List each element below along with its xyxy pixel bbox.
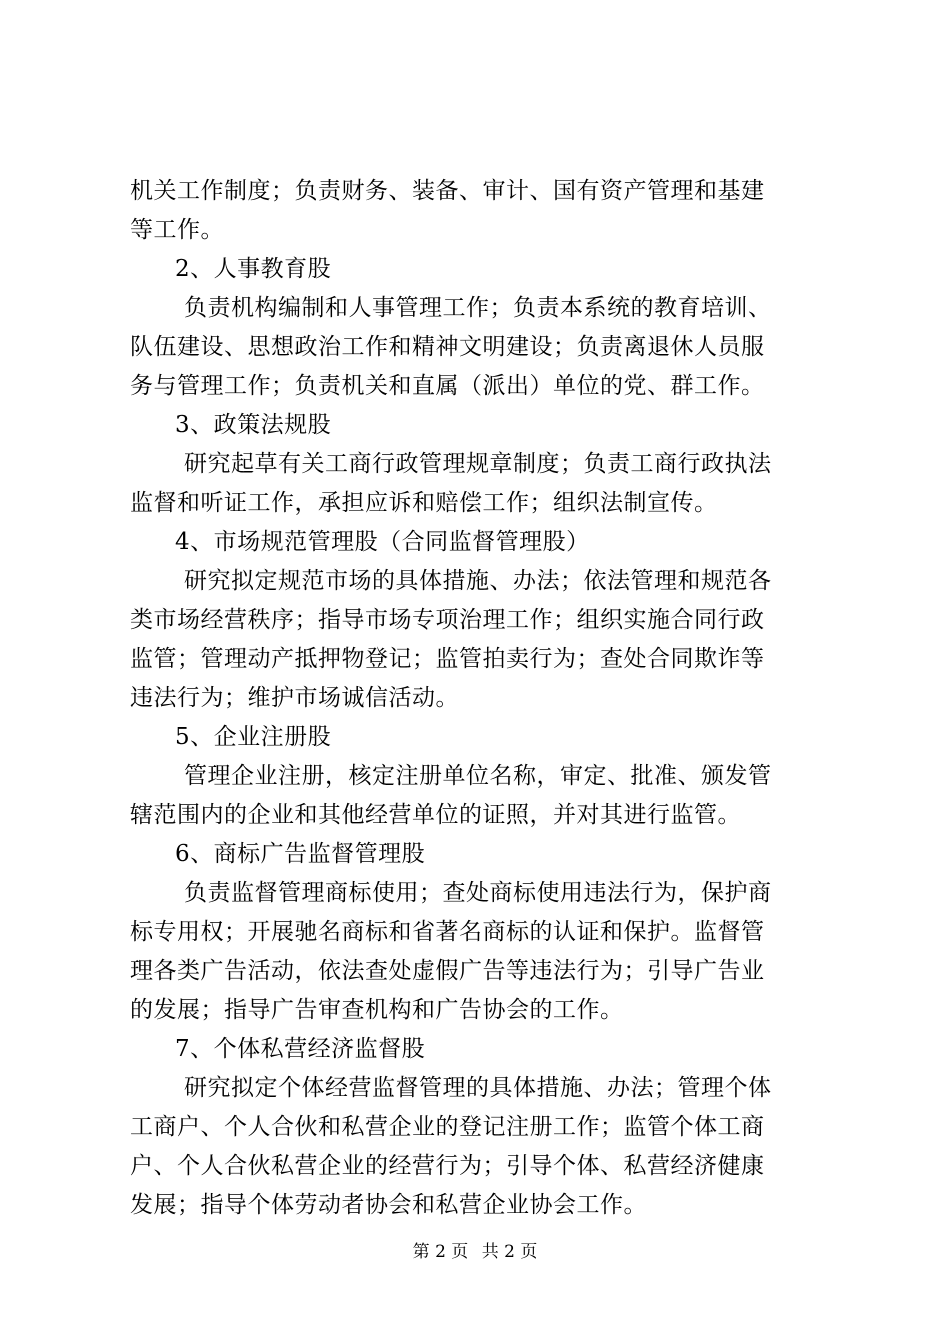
section-heading: 6、商标广告监督管理股 bbox=[175, 841, 426, 867]
paragraph-line: 负责机构编制和人事管理工作；负责本系统的教育培训、 bbox=[184, 295, 772, 321]
paragraph-line: 监管；管理动产抵押物登记；监管拍卖行为；查处合同欺诈等 bbox=[130, 646, 765, 672]
paragraph-line: 务与管理工作；负责机关和直属（派出）单位的党、群工作。 bbox=[130, 373, 765, 399]
page-footer bbox=[0, 1240, 950, 1264]
paragraph-line: 监督和听证工作，承担应诉和赔偿工作；组织法制宣传。 bbox=[130, 490, 718, 516]
paragraph-line: 机关工作制度；负责财务、装备、审计、国有资产管理和基建 bbox=[130, 178, 765, 204]
document-body bbox=[130, 172, 830, 1225]
paragraph-line: 队伍建设、思想政治工作和精神文明建设；负责离退休人员服 bbox=[130, 334, 765, 360]
section-heading: 7、个体私营经济监督股 bbox=[175, 1036, 426, 1062]
section-heading: 3、政策法规股 bbox=[175, 412, 332, 438]
paragraph-line: 户、个人合伙私营企业的经营行为；引导个体、私营经济健康 bbox=[130, 1153, 765, 1179]
paragraph-line: 类市场经营秩序；指导市场专项治理工作；组织实施合同行政 bbox=[130, 607, 765, 633]
section-heading: 2、人事教育股 bbox=[175, 256, 332, 282]
paragraph-line: 工商户、个人合伙和私营企业的登记注册工作；监管个体工商 bbox=[130, 1114, 765, 1140]
paragraph-line: 标专用权；开展驰名商标和省著名商标的认证和保护。监督管 bbox=[130, 919, 765, 945]
page-total: 共 2 页 bbox=[481, 1242, 538, 1262]
paragraph-line: 发展；指导个体劳动者协会和私营企业协会工作。 bbox=[130, 1192, 647, 1218]
page-number: 第 2 页 bbox=[412, 1242, 469, 1262]
paragraph-line: 违法行为；维护市场诚信活动。 bbox=[130, 685, 459, 711]
paragraph-line: 管理企业注册，核定注册单位名称，审定、批准、颁发管 bbox=[184, 763, 772, 789]
paragraph-line: 负责监督管理商标使用；查处商标使用违法行为，保护商 bbox=[184, 880, 772, 906]
paragraph-line: 辖范围内的企业和其他经营单位的证照，并对其进行监管。 bbox=[130, 802, 741, 828]
paragraph-line: 理各类广告活动，依法查处虚假广告等违法行为；引导广告业 bbox=[130, 958, 765, 984]
paragraph-line: 等工作。 bbox=[130, 217, 224, 243]
paragraph-line: 研究拟定个体经营监督管理的具体措施、办法；管理个体 bbox=[184, 1075, 772, 1101]
paragraph-line: 研究拟定规范市场的具体措施、办法；依法管理和规范各 bbox=[184, 568, 772, 594]
section-heading: 5、企业注册股 bbox=[175, 724, 332, 750]
section-heading: 4、市场规范管理股（合同监督管理股） bbox=[175, 529, 590, 555]
paragraph-line: 研究起草有关工商行政管理规章制度；负责工商行政执法 bbox=[184, 451, 772, 477]
paragraph-line: 的发展；指导广告审查机构和广告协会的工作。 bbox=[130, 997, 624, 1023]
